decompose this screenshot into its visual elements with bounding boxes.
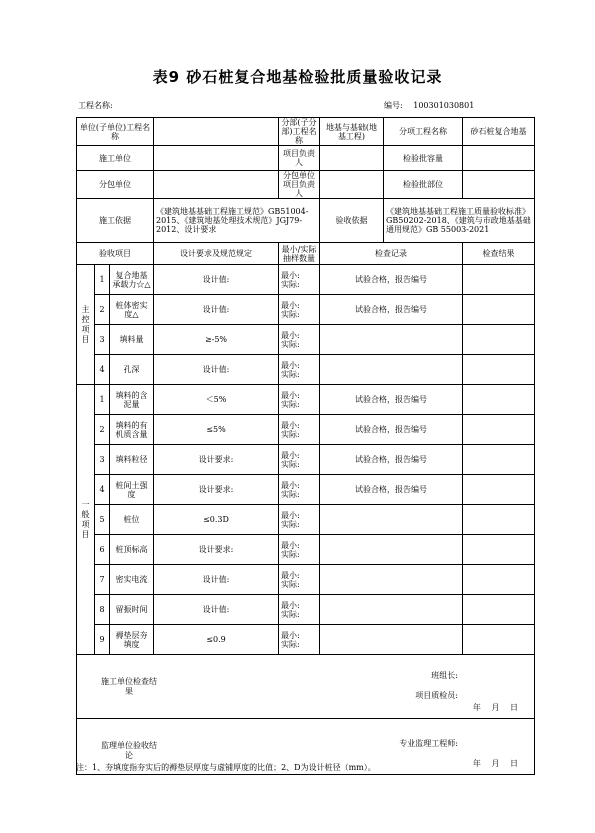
item-name: 复合地基承载力☆△	[110, 265, 154, 295]
project-name-label: 工程名称:	[78, 101, 113, 110]
item-record: 试验合格，报告编号	[320, 475, 463, 505]
team-leader-label: 班组长:	[431, 671, 458, 680]
contractor-check-row	[77, 655, 535, 719]
item-record: 试验合格，报告编号	[320, 385, 463, 415]
batch-capacity-label: 检验批容量	[384, 146, 463, 171]
code-label: 编号:	[384, 101, 403, 110]
item-sample: 最小: 实际:	[279, 355, 320, 385]
item-spec: 设计值:	[154, 355, 279, 385]
table-row	[77, 385, 535, 415]
item-sample: 最小: 实际:	[279, 625, 320, 655]
item-sample: 最小: 实际:	[279, 415, 320, 445]
item-record	[320, 625, 463, 655]
footnote: 注：1、夯填度指夯实后的褥垫层厚度与虚铺厚度的比值；2、D为设计桩径（mm）。	[76, 763, 376, 772]
col-header-spec: 设计要求及规范规定	[154, 243, 279, 265]
item-sample: 最小: 实际:	[279, 325, 320, 355]
item-result[interactable]	[463, 355, 535, 385]
subitem-name-value: 砂石桩复合地基	[463, 118, 535, 146]
table-row	[77, 595, 535, 625]
item-name: 留振时间	[110, 595, 154, 625]
item-spec: ≤5%	[154, 415, 279, 445]
item-record: 试验合格，报告编号	[320, 445, 463, 475]
column-header-row	[77, 243, 535, 265]
item-no: 3	[95, 445, 110, 475]
item-result[interactable]	[463, 565, 535, 595]
item-result[interactable]	[463, 415, 535, 445]
col-header-result: 检查结果	[463, 243, 535, 265]
batch-location-value[interactable]	[463, 171, 535, 199]
header-row-subcontractor	[77, 171, 535, 199]
table-row	[77, 415, 535, 445]
table-row	[77, 295, 535, 325]
table-row	[77, 265, 535, 295]
supervisor-engineer-label: 专业监理工程师:	[399, 739, 458, 748]
item-result[interactable]	[463, 595, 535, 625]
header-row-basis	[77, 199, 535, 243]
subcontractor-value[interactable]	[154, 171, 279, 199]
item-name: 桩体密实度△	[110, 295, 154, 325]
item-record	[320, 595, 463, 625]
item-sample: 最小: 实际:	[279, 265, 320, 295]
col-header-record: 检查记录	[320, 243, 463, 265]
header-row-unit	[77, 118, 535, 146]
unit-name-label: 单位(子单位)工程名称	[77, 118, 154, 146]
item-name: 填料的含泥量	[110, 385, 154, 415]
item-record	[320, 565, 463, 595]
item-name: 桩顶标高	[110, 535, 154, 565]
supervisor-check-label: 监理单位验收结论	[101, 741, 157, 760]
item-spec: ≤0.9	[154, 625, 279, 655]
item-sample: 最小: 实际:	[279, 505, 320, 535]
item-name: 桩位	[110, 505, 154, 535]
item-spec: ＜5%	[154, 385, 279, 415]
item-spec: 设计值:	[154, 595, 279, 625]
item-sample: 最小: 实际:	[279, 565, 320, 595]
item-record	[320, 535, 463, 565]
table-row	[77, 535, 535, 565]
subunit-name-value: 地基与基础(地基工程)	[320, 118, 384, 146]
item-result[interactable]	[463, 385, 535, 415]
item-no: 8	[95, 595, 110, 625]
item-no: 2	[95, 415, 110, 445]
page-title: 表9 砂石桩复合地基检验批质量验收记录	[152, 68, 443, 86]
item-record: 试验合格，报告编号	[320, 265, 463, 295]
table-row	[77, 625, 535, 655]
subunit-name-label: 分部(子分部)工程名称	[279, 118, 320, 146]
subcontractor-label: 分包单位	[77, 171, 154, 199]
item-record	[320, 505, 463, 535]
item-result[interactable]	[463, 625, 535, 655]
item-result[interactable]	[463, 295, 535, 325]
item-sample: 最小: 实际:	[279, 385, 320, 415]
item-name: 填料量	[110, 325, 154, 355]
item-no: 6	[95, 535, 110, 565]
general-group-label: 一般项目	[77, 385, 95, 655]
construction-basis-value: 《建筑地基基础工程施工规范》GB51004-2015、《建筑地基处理技术规范》JGJ79-2012、设计要求	[154, 199, 320, 243]
item-no: 3	[95, 325, 110, 355]
item-record	[320, 355, 463, 385]
acceptance-basis-label: 验收依据	[320, 199, 384, 243]
item-name: 密实电流	[110, 565, 154, 595]
item-name: 孔深	[110, 355, 154, 385]
unit-name-value[interactable]	[154, 118, 279, 146]
item-no: 5	[95, 505, 110, 535]
table-row	[77, 565, 535, 595]
supervisor-date-label: 年 月 日	[472, 759, 518, 768]
item-record	[320, 325, 463, 355]
contractor-date-label: 年 月 日	[472, 703, 518, 712]
item-sample: 最小: 实际:	[279, 475, 320, 505]
contractor-check-label: 施工单位检查结果	[101, 677, 157, 696]
item-name: 填料的有机质含量	[110, 415, 154, 445]
code-field	[384, 100, 474, 111]
item-no: 4	[95, 355, 110, 385]
item-record: 试验合格，报告编号	[320, 295, 463, 325]
inspection-form-table	[76, 117, 535, 775]
item-spec: 设计要求:	[154, 445, 279, 475]
construction-basis-label: 施工依据	[77, 199, 154, 243]
item-spec: 设计要求:	[154, 535, 279, 565]
quality-inspector-label: 项目质检员:	[415, 691, 458, 700]
contractor-check-cell[interactable]	[77, 655, 535, 719]
item-spec: ≤0.3D	[154, 505, 279, 535]
item-no: 7	[95, 565, 110, 595]
table-row	[77, 445, 535, 475]
item-spec: 设计值:	[154, 565, 279, 595]
item-spec: 设计要求:	[154, 475, 279, 505]
item-name: 填料粒径	[110, 445, 154, 475]
item-result[interactable]	[463, 325, 535, 355]
item-record: 试验合格，报告编号	[320, 415, 463, 445]
sub-project-manager-label: 分包单位项目负责人	[279, 171, 320, 199]
acceptance-basis-value: 《建筑地基基础工程施工质量验收标准》GB50202-2018、《建筑与市政地基基础通用规范》GB 55003-2021	[384, 199, 535, 243]
item-sample: 最小: 实际:	[279, 535, 320, 565]
item-no: 1	[95, 385, 110, 415]
batch-capacity-value[interactable]	[463, 146, 535, 171]
item-sample: 最小: 实际:	[279, 445, 320, 475]
table-row	[77, 475, 535, 505]
table-row	[77, 325, 535, 355]
item-spec: 设计值:	[154, 265, 279, 295]
table-row	[77, 505, 535, 535]
sub-project-manager-value[interactable]	[320, 171, 384, 199]
item-no: 2	[95, 295, 110, 325]
item-no: 9	[95, 625, 110, 655]
item-name: 褥垫层夯填度	[110, 625, 154, 655]
col-header-sample: 最小/实际抽样数量	[279, 243, 320, 265]
item-result[interactable]	[463, 475, 535, 505]
item-no: 1	[95, 265, 110, 295]
project-manager-value[interactable]	[320, 146, 384, 171]
subitem-name-label: 分项工程名称	[384, 118, 463, 146]
col-header-item: 验收项目	[77, 243, 154, 265]
item-no: 4	[95, 475, 110, 505]
item-name: 桩间土强度	[110, 475, 154, 505]
table-row	[77, 355, 535, 385]
main-group-label: 主控项目	[77, 265, 95, 385]
item-result[interactable]	[463, 445, 535, 475]
header-row-contractor	[77, 146, 535, 171]
code-value: 100301030801	[413, 101, 475, 110]
item-sample: 最小: 实际:	[279, 595, 320, 625]
item-result[interactable]	[463, 505, 535, 535]
item-result[interactable]	[463, 265, 535, 295]
project-manager-label: 项目负责人	[279, 146, 320, 171]
contractor-label: 施工单位	[77, 146, 154, 171]
item-result[interactable]	[463, 535, 535, 565]
item-spec: ≥-5%	[154, 325, 279, 355]
contractor-value[interactable]	[154, 146, 279, 171]
item-sample: 最小: 实际:	[279, 295, 320, 325]
item-spec: 设计值:	[154, 295, 279, 325]
batch-location-label: 检验批部位	[384, 171, 463, 199]
